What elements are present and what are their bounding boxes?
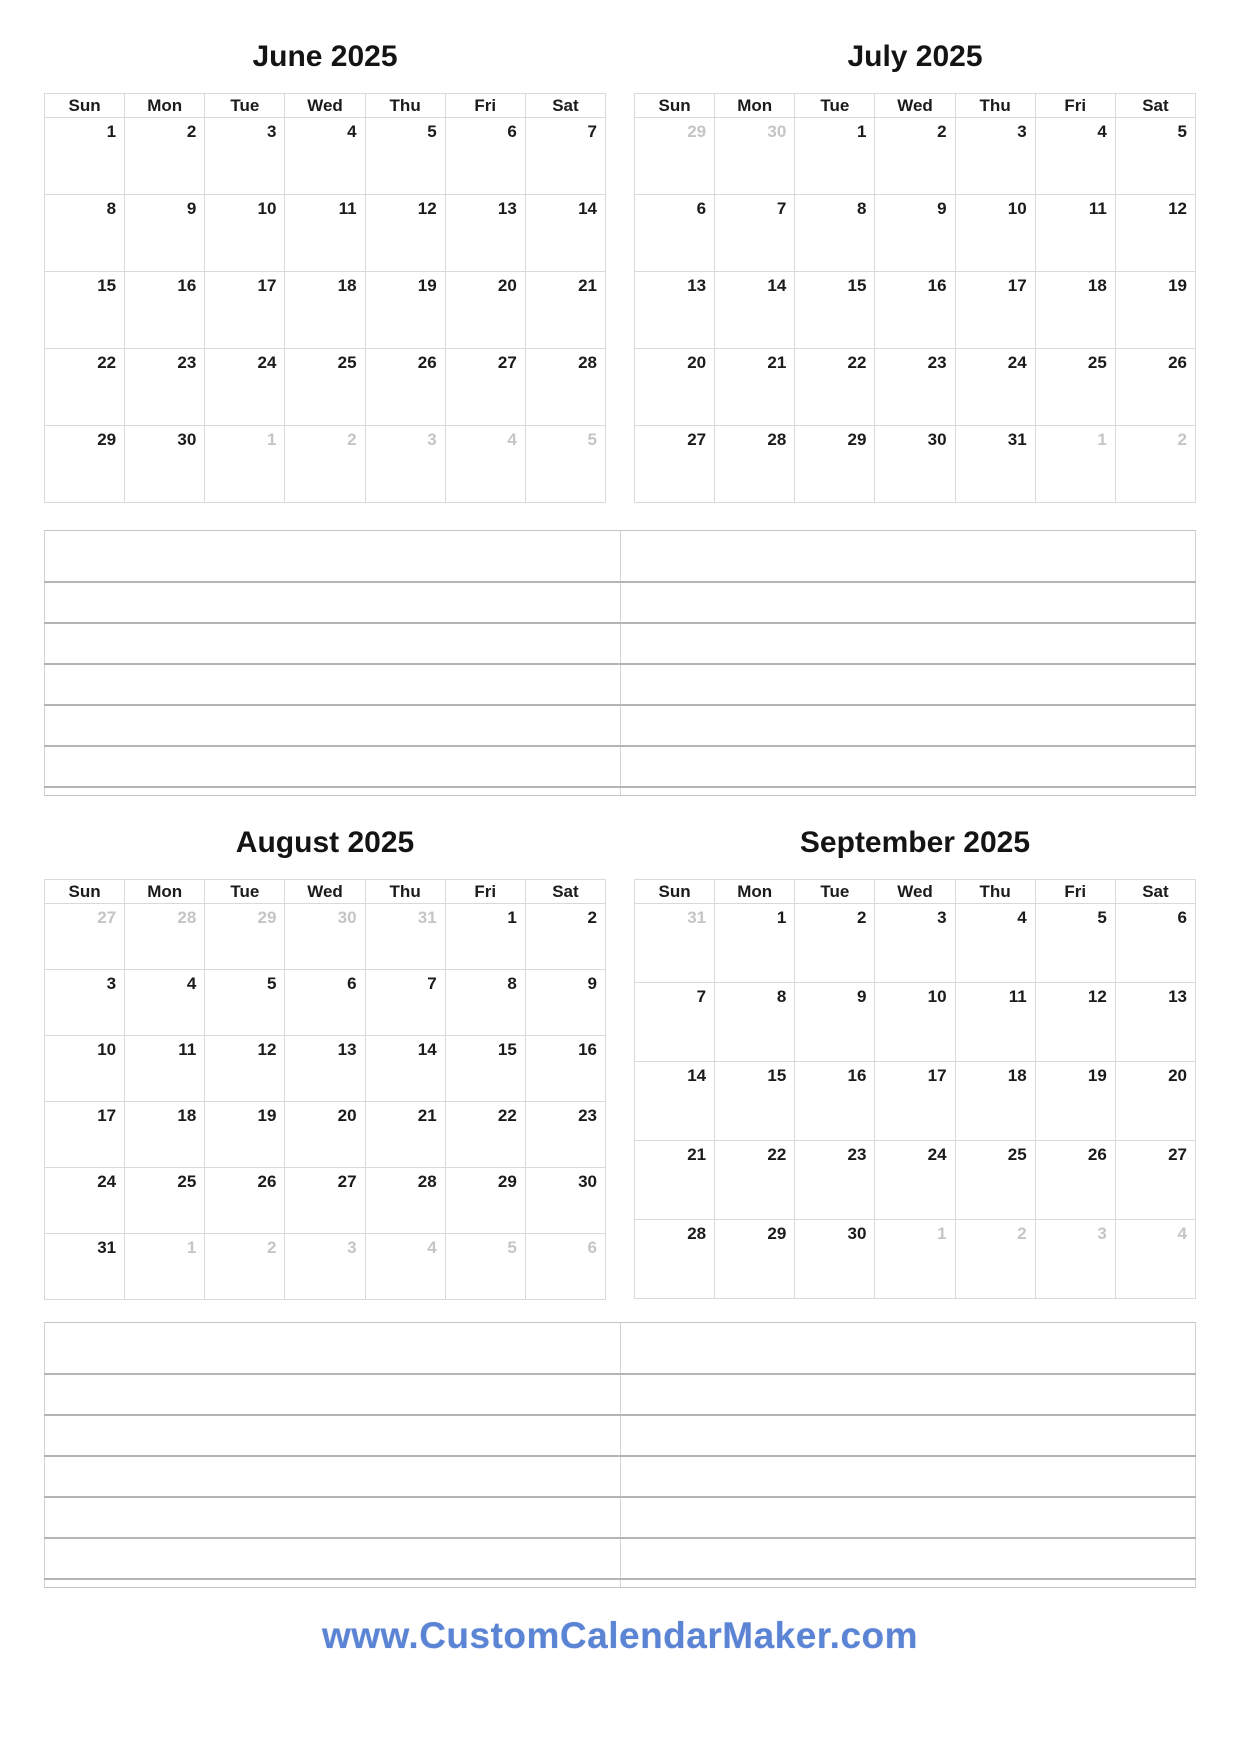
day-cell: 16 [125, 272, 205, 349]
day-cell: 4 [285, 118, 365, 195]
weekday-header-row [635, 94, 1196, 118]
day-cell: 24 [875, 1141, 955, 1220]
day-cell-adjacent-month: 4 [365, 1234, 445, 1300]
day-cell: 1 [45, 118, 125, 195]
day-cell: 7 [525, 118, 605, 195]
notes-line-row [45, 1579, 1196, 1588]
weekday-header-cell: Sat [525, 94, 605, 118]
calendar-september-2025 [634, 796, 1196, 1300]
weekday-header-cell: Tue [795, 880, 875, 904]
notes-line-cell [45, 1497, 621, 1538]
day-cell: 20 [445, 272, 525, 349]
day-cell: 27 [635, 426, 715, 503]
notes-line-cell [620, 582, 1196, 623]
notes-line-cell [45, 1374, 621, 1415]
weekday-header-cell: Mon [125, 880, 205, 904]
weekday-header-cell: Fri [445, 880, 525, 904]
day-cell: 1 [795, 118, 875, 195]
day-cell: 28 [635, 1220, 715, 1299]
month-grid [44, 93, 606, 503]
notes-line-cell [620, 746, 1196, 787]
notes-line-row [45, 1415, 1196, 1456]
day-cell: 3 [955, 118, 1035, 195]
notes-line-cell [620, 531, 1196, 583]
weekday-header-cell: Thu [365, 94, 445, 118]
weekday-header-cell: Sun [635, 94, 715, 118]
day-cell: 14 [365, 1036, 445, 1102]
day-cell: 21 [365, 1102, 445, 1168]
day-cell: 3 [205, 118, 285, 195]
day-cell-adjacent-month: 1 [205, 426, 285, 503]
day-cell: 9 [795, 983, 875, 1062]
footer-watermark-url: www.CustomCalendarMaker.com [321, 1615, 919, 1656]
day-cell: 26 [205, 1168, 285, 1234]
day-cell: 31 [45, 1234, 125, 1300]
day-cell-adjacent-month: 1 [1035, 426, 1115, 503]
notes-section-top [0, 530, 1240, 796]
day-cell: 15 [795, 272, 875, 349]
notes-line-cell [45, 787, 621, 796]
day-cell: 10 [955, 195, 1035, 272]
day-cell: 30 [795, 1220, 875, 1299]
day-cell: 10 [875, 983, 955, 1062]
weekday-header-cell: Thu [365, 880, 445, 904]
day-cell-adjacent-month: 2 [1115, 426, 1195, 503]
months-row-top [0, 0, 1240, 503]
week-row [635, 195, 1196, 272]
day-cell: 27 [285, 1168, 365, 1234]
day-cell: 22 [715, 1141, 795, 1220]
day-cell: 23 [795, 1141, 875, 1220]
day-cell: 23 [875, 349, 955, 426]
day-cell: 18 [285, 272, 365, 349]
notes-line-cell [45, 1579, 621, 1588]
day-cell: 13 [1115, 983, 1195, 1062]
notes-line-row [45, 705, 1196, 746]
day-cell: 15 [445, 1036, 525, 1102]
day-cell: 15 [45, 272, 125, 349]
day-cell: 1 [445, 904, 525, 970]
day-cell-adjacent-month: 2 [955, 1220, 1035, 1299]
notes-line-row [45, 1323, 1196, 1375]
day-cell: 27 [445, 349, 525, 426]
week-row [635, 904, 1196, 983]
day-cell: 4 [1035, 118, 1115, 195]
day-cell-adjacent-month: 1 [875, 1220, 955, 1299]
weekday-header-cell: Sun [635, 880, 715, 904]
day-cell: 10 [205, 195, 285, 272]
day-cell: 3 [875, 904, 955, 983]
week-row [635, 426, 1196, 503]
day-cell: 8 [45, 195, 125, 272]
day-cell-adjacent-month: 31 [635, 904, 715, 983]
week-row [45, 904, 606, 970]
notes-line-cell [45, 1323, 621, 1375]
day-cell: 7 [635, 983, 715, 1062]
day-cell: 6 [635, 195, 715, 272]
notes-line-row [45, 582, 1196, 623]
week-row [45, 195, 606, 272]
day-cell: 4 [955, 904, 1035, 983]
day-cell: 25 [125, 1168, 205, 1234]
week-row [635, 1220, 1196, 1299]
day-cell-adjacent-month: 2 [285, 426, 365, 503]
weekday-header-row [635, 880, 1196, 904]
weekday-header-cell: Wed [875, 880, 955, 904]
weekday-header-cell: Tue [205, 94, 285, 118]
week-row [635, 349, 1196, 426]
day-cell: 6 [285, 970, 365, 1036]
day-cell: 5 [1035, 904, 1115, 983]
week-row [45, 272, 606, 349]
day-cell: 11 [285, 195, 365, 272]
day-cell: 14 [635, 1062, 715, 1141]
weekday-header-cell: Wed [285, 94, 365, 118]
day-cell: 17 [205, 272, 285, 349]
weekday-header-cell: Tue [795, 94, 875, 118]
day-cell: 28 [365, 1168, 445, 1234]
week-row [45, 1234, 606, 1300]
footer [0, 1615, 1240, 1657]
day-cell-adjacent-month: 30 [715, 118, 795, 195]
day-cell: 5 [365, 118, 445, 195]
notes-line-cell [620, 664, 1196, 705]
notes-line-cell [45, 531, 621, 583]
day-cell-adjacent-month: 5 [525, 426, 605, 503]
day-cell: 19 [205, 1102, 285, 1168]
day-cell: 7 [365, 970, 445, 1036]
day-cell: 29 [445, 1168, 525, 1234]
notes-lines-table [44, 530, 1196, 796]
day-cell: 25 [955, 1141, 1035, 1220]
month-grid [634, 93, 1196, 503]
day-cell: 2 [795, 904, 875, 983]
weekday-header-cell: Sun [45, 880, 125, 904]
weekday-header-cell: Fri [445, 94, 525, 118]
weekday-header-cell: Thu [955, 880, 1035, 904]
day-cell: 12 [1035, 983, 1115, 1062]
day-cell-adjacent-month: 5 [445, 1234, 525, 1300]
day-cell: 5 [205, 970, 285, 1036]
day-cell: 9 [525, 970, 605, 1036]
day-cell: 29 [45, 426, 125, 503]
day-cell-adjacent-month: 1 [125, 1234, 205, 1300]
day-cell: 26 [1115, 349, 1195, 426]
day-cell: 29 [715, 1220, 795, 1299]
day-cell: 22 [795, 349, 875, 426]
day-cell: 17 [875, 1062, 955, 1141]
notes-line-row [45, 531, 1196, 583]
day-cell: 6 [1115, 904, 1195, 983]
day-cell: 2 [525, 904, 605, 970]
weekday-header-cell: Wed [875, 94, 955, 118]
weekday-header-cell: Thu [955, 94, 1035, 118]
notes-line-cell [620, 787, 1196, 796]
day-cell: 2 [875, 118, 955, 195]
day-cell: 25 [1035, 349, 1115, 426]
day-cell-adjacent-month: 30 [285, 904, 365, 970]
day-cell: 16 [875, 272, 955, 349]
weekday-header-cell: Mon [125, 94, 205, 118]
weekday-header-cell: Sun [45, 94, 125, 118]
notes-line-cell [45, 582, 621, 623]
day-cell: 23 [125, 349, 205, 426]
day-cell: 22 [45, 349, 125, 426]
day-cell: 30 [875, 426, 955, 503]
week-row [45, 1168, 606, 1234]
day-cell: 18 [1035, 272, 1115, 349]
weekday-header-cell: Mon [715, 94, 795, 118]
week-row [45, 426, 606, 503]
day-cell-adjacent-month: 29 [205, 904, 285, 970]
day-cell: 20 [635, 349, 715, 426]
weekday-header-cell: Sat [1115, 880, 1195, 904]
day-cell: 19 [1115, 272, 1195, 349]
notes-line-cell [620, 1579, 1196, 1588]
notes-line-cell [620, 1374, 1196, 1415]
day-cell: 28 [715, 426, 795, 503]
notes-line-cell [45, 623, 621, 664]
day-cell: 22 [445, 1102, 525, 1168]
day-cell: 13 [285, 1036, 365, 1102]
week-row [635, 983, 1196, 1062]
day-cell-adjacent-month: 3 [285, 1234, 365, 1300]
day-cell: 25 [285, 349, 365, 426]
notes-line-row [45, 746, 1196, 787]
day-cell: 24 [205, 349, 285, 426]
month-grid [44, 879, 606, 1300]
day-cell: 19 [365, 272, 445, 349]
week-row [635, 1141, 1196, 1220]
notes-line-cell [620, 1538, 1196, 1579]
month-title: August 2025 [235, 826, 415, 859]
day-cell: 12 [205, 1036, 285, 1102]
day-cell: 18 [955, 1062, 1035, 1141]
notes-line-row [45, 1538, 1196, 1579]
day-cell-adjacent-month: 2 [205, 1234, 285, 1300]
weekday-header-cell: Fri [1035, 880, 1115, 904]
day-cell: 12 [365, 195, 445, 272]
day-cell: 4 [125, 970, 205, 1036]
day-cell: 5 [1115, 118, 1195, 195]
day-cell: 24 [45, 1168, 125, 1234]
day-cell: 24 [955, 349, 1035, 426]
notes-line-row [45, 787, 1196, 796]
weekday-header-cell: Fri [1035, 94, 1115, 118]
day-cell-adjacent-month: 31 [365, 904, 445, 970]
week-row [635, 1062, 1196, 1141]
day-cell: 10 [45, 1036, 125, 1102]
day-cell: 30 [525, 1168, 605, 1234]
notes-line-row [45, 1497, 1196, 1538]
day-cell: 27 [1115, 1141, 1195, 1220]
day-cell-adjacent-month: 6 [525, 1234, 605, 1300]
day-cell: 30 [125, 426, 205, 503]
months-row-bottom [0, 796, 1240, 1300]
notes-line-cell [45, 664, 621, 705]
weekday-header-row [45, 880, 606, 904]
day-cell: 8 [715, 983, 795, 1062]
day-cell: 11 [1035, 195, 1115, 272]
day-cell: 21 [635, 1141, 715, 1220]
day-cell: 9 [875, 195, 955, 272]
day-cell: 21 [715, 349, 795, 426]
calendar-june-2025 [44, 0, 606, 503]
day-cell: 20 [285, 1102, 365, 1168]
day-cell: 19 [1035, 1062, 1115, 1141]
notes-line-cell [620, 1323, 1196, 1375]
day-cell: 8 [795, 195, 875, 272]
day-cell: 14 [715, 272, 795, 349]
week-row [635, 118, 1196, 195]
day-cell: 16 [795, 1062, 875, 1141]
day-cell: 26 [1035, 1141, 1115, 1220]
week-row [45, 349, 606, 426]
week-row [45, 1102, 606, 1168]
day-cell: 31 [955, 426, 1035, 503]
notes-lines-table [44, 1322, 1196, 1588]
day-cell-adjacent-month: 4 [445, 426, 525, 503]
notes-section-bottom [0, 1322, 1240, 1588]
calendar-august-2025 [44, 796, 606, 1300]
day-cell: 29 [795, 426, 875, 503]
day-cell-adjacent-month: 27 [45, 904, 125, 970]
day-cell: 17 [955, 272, 1035, 349]
day-cell: 21 [525, 272, 605, 349]
day-cell-adjacent-month: 3 [1035, 1220, 1115, 1299]
day-cell: 7 [715, 195, 795, 272]
day-cell: 13 [635, 272, 715, 349]
day-cell: 17 [45, 1102, 125, 1168]
notes-line-row [45, 1374, 1196, 1415]
week-row [45, 1036, 606, 1102]
weekday-header-cell: Sat [1115, 94, 1195, 118]
day-cell: 13 [445, 195, 525, 272]
day-cell: 9 [125, 195, 205, 272]
month-title: September 2025 [799, 826, 1031, 859]
day-cell: 3 [45, 970, 125, 1036]
weekday-header-row [45, 94, 606, 118]
week-row [635, 272, 1196, 349]
day-cell-adjacent-month: 29 [635, 118, 715, 195]
day-cell-adjacent-month: 28 [125, 904, 205, 970]
day-cell: 8 [445, 970, 525, 1036]
day-cell: 26 [365, 349, 445, 426]
notes-line-cell [45, 746, 621, 787]
week-row [45, 970, 606, 1036]
month-title: July 2025 [847, 40, 983, 73]
notes-line-cell [45, 1456, 621, 1497]
day-cell: 20 [1115, 1062, 1195, 1141]
month-grid [634, 879, 1196, 1299]
day-cell: 12 [1115, 195, 1195, 272]
day-cell: 2 [125, 118, 205, 195]
day-cell-adjacent-month: 4 [1115, 1220, 1195, 1299]
week-row [45, 118, 606, 195]
month-title: June 2025 [252, 40, 398, 73]
notes-line-row [45, 623, 1196, 664]
notes-line-cell [620, 705, 1196, 746]
weekday-header-cell: Mon [715, 880, 795, 904]
notes-line-row [45, 1456, 1196, 1497]
weekday-header-cell: Sat [525, 880, 605, 904]
day-cell-adjacent-month: 3 [365, 426, 445, 503]
day-cell: 1 [715, 904, 795, 983]
notes-line-row [45, 664, 1196, 705]
weekday-header-cell: Wed [285, 880, 365, 904]
notes-line-cell [45, 705, 621, 746]
notes-line-cell [620, 1497, 1196, 1538]
notes-line-cell [620, 1415, 1196, 1456]
weekday-header-cell: Tue [205, 880, 285, 904]
day-cell: 6 [445, 118, 525, 195]
day-cell: 11 [955, 983, 1035, 1062]
day-cell: 28 [525, 349, 605, 426]
day-cell: 18 [125, 1102, 205, 1168]
notes-line-cell [620, 1456, 1196, 1497]
day-cell: 11 [125, 1036, 205, 1102]
day-cell: 23 [525, 1102, 605, 1168]
day-cell: 15 [715, 1062, 795, 1141]
notes-line-cell [45, 1415, 621, 1456]
notes-line-cell [620, 623, 1196, 664]
day-cell: 16 [525, 1036, 605, 1102]
calendar-july-2025 [634, 0, 1196, 503]
notes-line-cell [45, 1538, 621, 1579]
day-cell: 14 [525, 195, 605, 272]
